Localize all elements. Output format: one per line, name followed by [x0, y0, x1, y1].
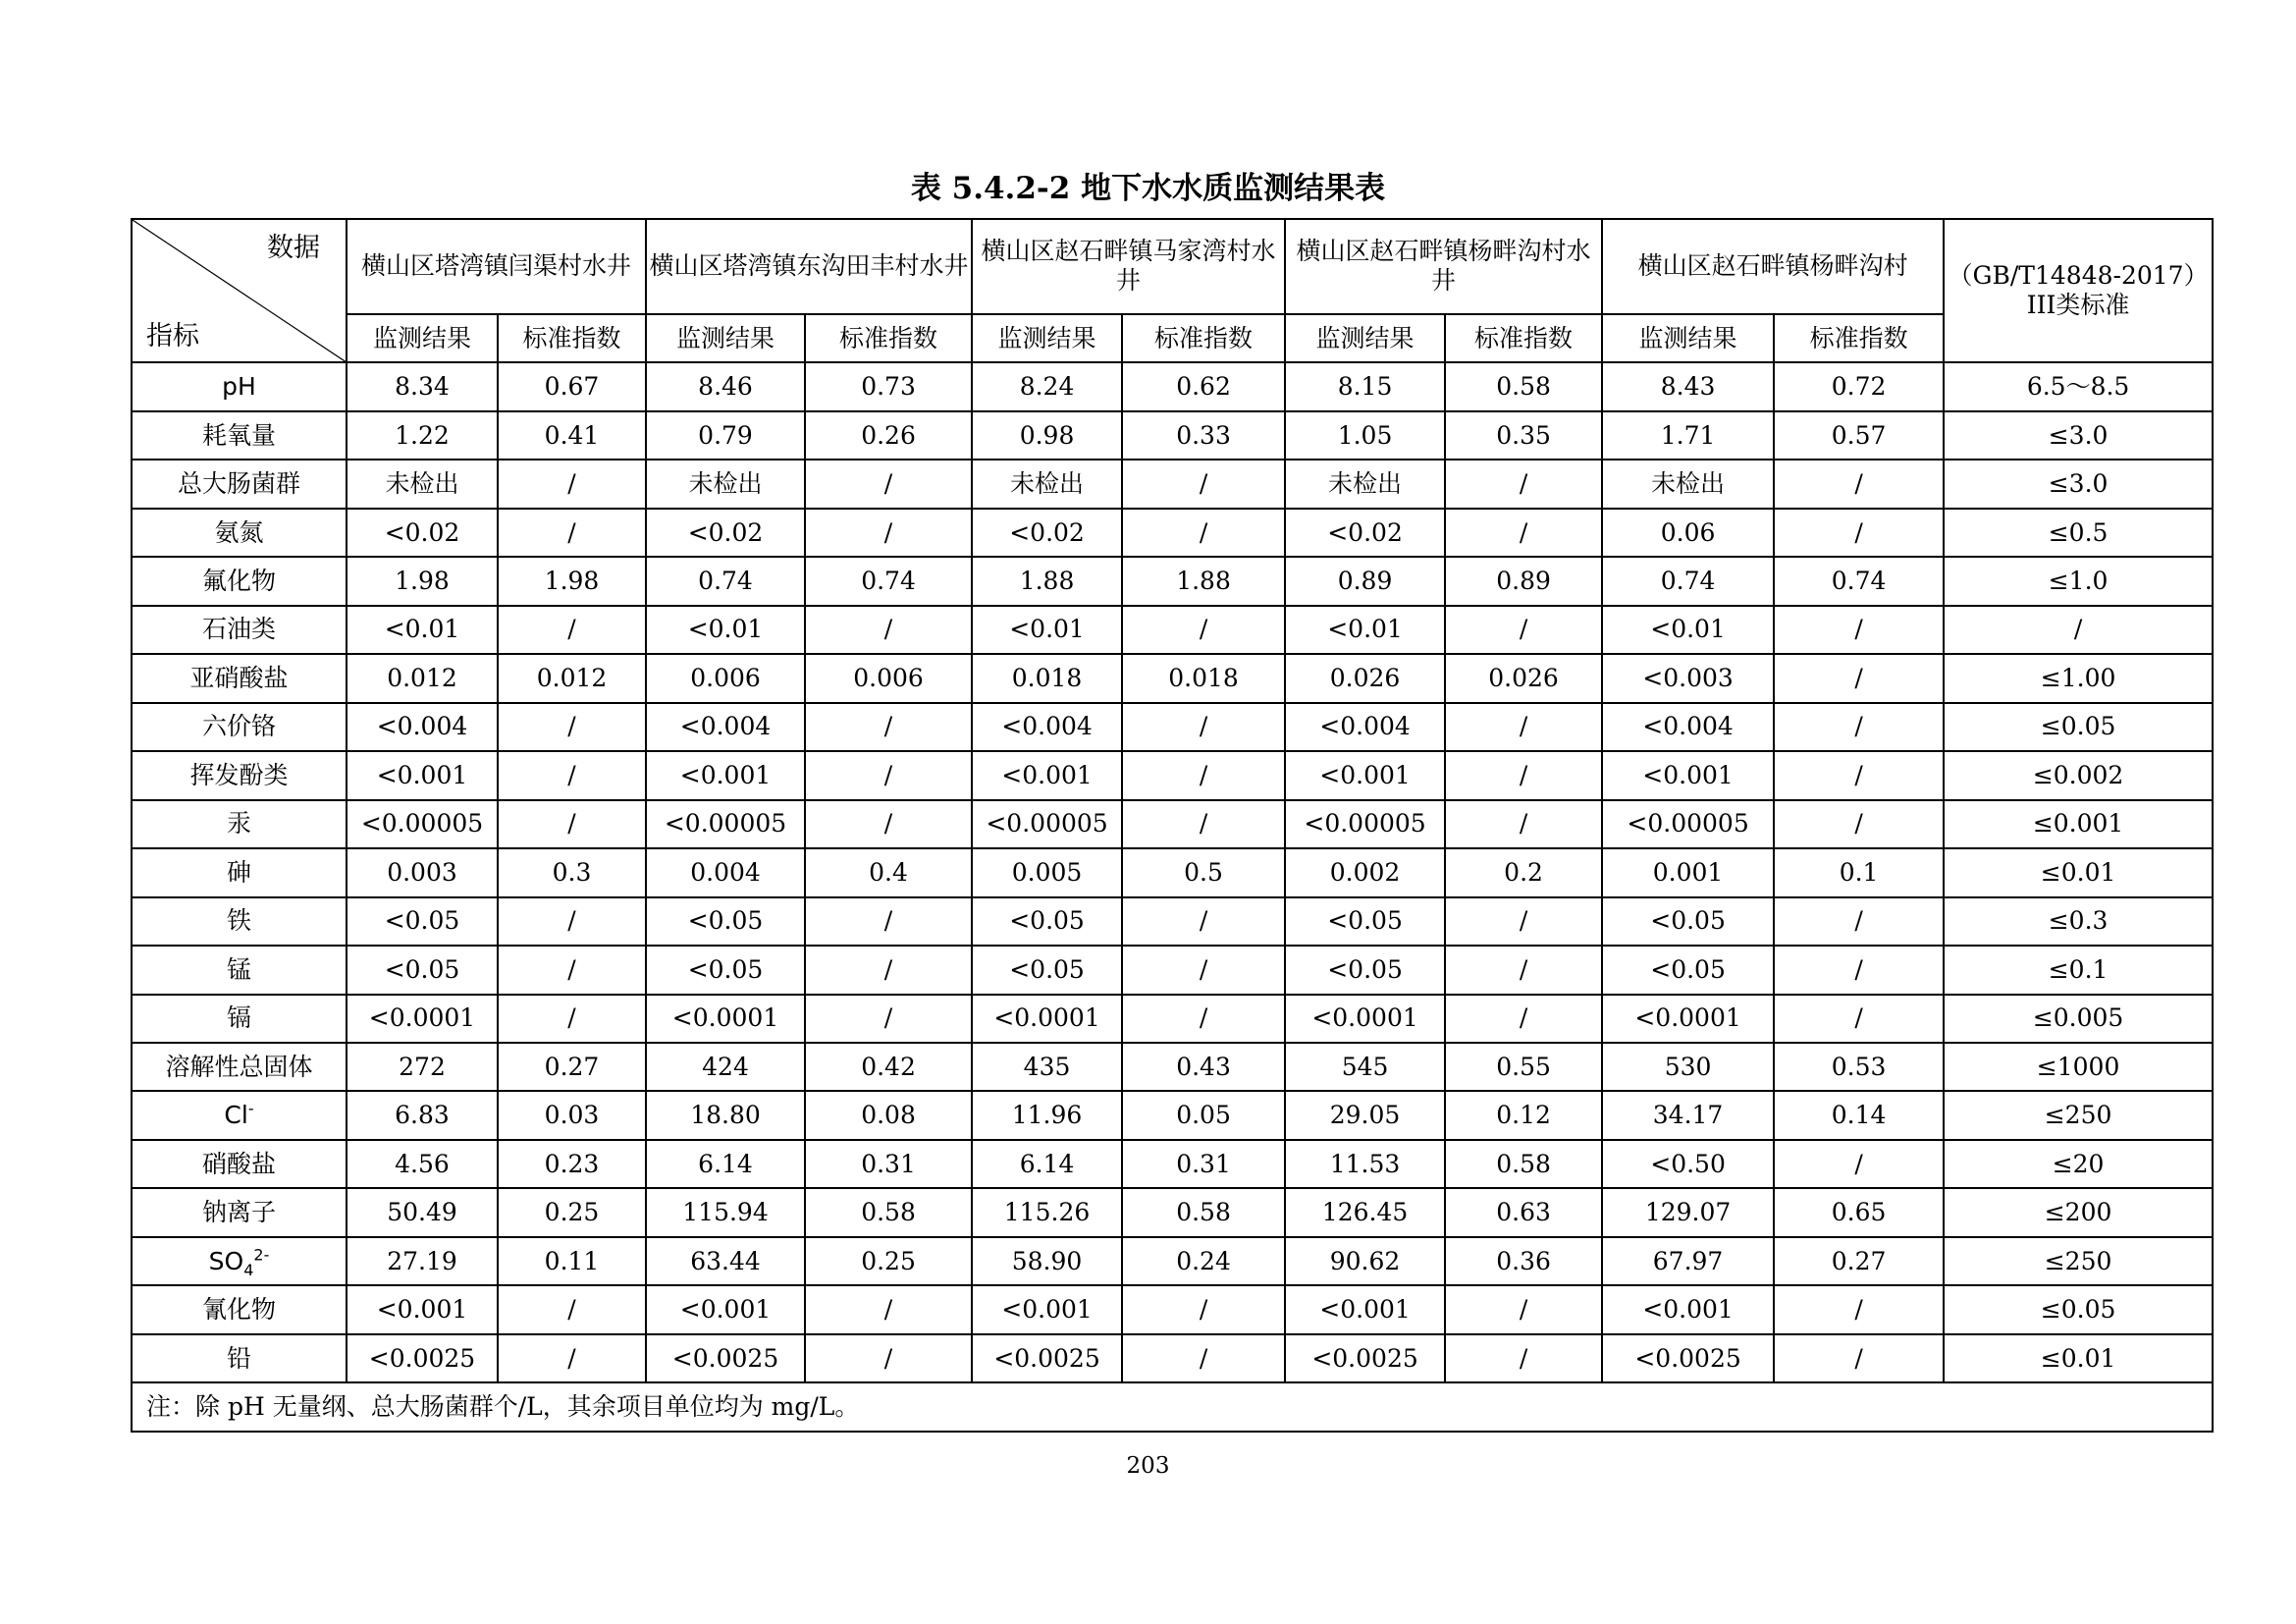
- standard-cell: ≤1.00: [1944, 654, 2213, 702]
- index-cell: /: [1445, 751, 1602, 799]
- index-cell: /: [805, 509, 972, 557]
- index-cell: 0.41: [498, 411, 646, 460]
- indicator-name: 总大肠菌群: [132, 460, 347, 508]
- index-cell: /: [1774, 606, 1944, 654]
- result-cell: <0.001: [972, 751, 1122, 799]
- result-cell: <0.001: [347, 1285, 498, 1333]
- indicator-name: $SO_4^{2-}$: [132, 1237, 347, 1285]
- result-cell: 0.005: [972, 848, 1122, 896]
- index-cell: /: [805, 995, 972, 1043]
- index-cell: /: [498, 897, 646, 946]
- result-cell: 0.74: [1602, 557, 1774, 605]
- standard-cell: 6.5～8.5: [1944, 362, 2213, 410]
- index-cell: /: [1122, 460, 1285, 508]
- site-header: 横山区塔湾镇东沟田丰村水井: [646, 219, 972, 314]
- index-cell: 0.14: [1774, 1091, 1944, 1139]
- index-cell: /: [1122, 1285, 1285, 1333]
- result-cell: 29.05: [1285, 1091, 1445, 1139]
- index-cell: 0.11: [498, 1237, 646, 1285]
- result-cell: 6.14: [646, 1140, 805, 1188]
- result-cell: 8.43: [1602, 362, 1774, 410]
- result-cell: 50.49: [347, 1188, 498, 1236]
- result-cell: 115.94: [646, 1188, 805, 1236]
- index-cell: /: [1774, 751, 1944, 799]
- indicator-name: pH: [132, 362, 347, 410]
- index-cell: /: [498, 946, 646, 994]
- result-cell: <0.001: [1285, 751, 1445, 799]
- indicator-name: 氰化物: [132, 1285, 347, 1333]
- index-cell: 0.4: [805, 848, 972, 896]
- result-subheader: 监测结果: [1602, 314, 1774, 362]
- table-row: [132, 606, 2213, 654]
- result-cell: <0.05: [347, 897, 498, 946]
- index-cell: 0.63: [1445, 1188, 1602, 1236]
- result-cell: 1.71: [1602, 411, 1774, 460]
- index-cell: /: [1122, 606, 1285, 654]
- index-cell: /: [1445, 1334, 1602, 1382]
- result-cell: <0.05: [1602, 897, 1774, 946]
- result-cell: <0.00005: [972, 800, 1122, 848]
- indicator-name: 耗氧量: [132, 411, 347, 460]
- index-cell: /: [1445, 946, 1602, 994]
- result-subheader: 监测结果: [972, 314, 1122, 362]
- index-cell: /: [1774, 1140, 1944, 1188]
- index-cell: 0.05: [1122, 1091, 1285, 1139]
- site-header: 横山区塔湾镇闫渠村水井: [347, 219, 646, 314]
- index-cell: 0.58: [1445, 1140, 1602, 1188]
- index-cell: /: [805, 751, 972, 799]
- result-cell: <0.05: [347, 946, 498, 994]
- index-cell: 0.73: [805, 362, 972, 410]
- index-cell: /: [498, 703, 646, 751]
- result-cell: <0.05: [646, 946, 805, 994]
- result-cell: <0.004: [972, 703, 1122, 751]
- index-cell: 0.72: [1774, 362, 1944, 410]
- index-cell: /: [1774, 1285, 1944, 1333]
- index-cell: /: [498, 800, 646, 848]
- index-cell: /: [498, 1285, 646, 1333]
- table-row: [132, 1334, 2213, 1382]
- index-cell: 0.74: [1774, 557, 1944, 605]
- result-cell: 1.22: [347, 411, 498, 460]
- table-title: 表 5.4.2-2 地下水水质监测结果表: [910, 171, 1386, 206]
- site-header: 横山区赵石畔镇杨畔沟村: [1602, 219, 1944, 314]
- result-cell: 67.97: [1602, 1237, 1774, 1285]
- standard-cell: ≤0.01: [1944, 1334, 2213, 1382]
- indicator-name: 氟化物: [132, 557, 347, 605]
- result-cell: <0.05: [972, 897, 1122, 946]
- table-row: [132, 654, 2213, 702]
- index-cell: /: [805, 703, 972, 751]
- indicator-name: 锰: [132, 946, 347, 994]
- result-cell: 435: [972, 1043, 1122, 1091]
- standard-cell: ≤3.0: [1944, 411, 2213, 460]
- indicator-name: 铅: [132, 1334, 347, 1382]
- index-cell: /: [805, 800, 972, 848]
- indicator-name: 溶解性总固体: [132, 1043, 347, 1091]
- index-cell: 0.31: [1122, 1140, 1285, 1188]
- result-cell: <0.001: [972, 1285, 1122, 1333]
- standard-cell: ≤1.0: [1944, 557, 2213, 605]
- index-cell: /: [1774, 800, 1944, 848]
- result-cell: 0.002: [1285, 848, 1445, 896]
- standard-cell: ≤250: [1944, 1091, 2213, 1139]
- index-cell: /: [498, 751, 646, 799]
- result-cell: 未检出: [646, 460, 805, 508]
- result-cell: 6.14: [972, 1140, 1122, 1188]
- index-cell: /: [498, 460, 646, 508]
- indicator-name: 砷: [132, 848, 347, 896]
- result-cell: <0.01: [347, 606, 498, 654]
- standard-cell: ≤0.05: [1944, 703, 2213, 751]
- index-cell: 0.12: [1445, 1091, 1602, 1139]
- indicator-name: 镉: [132, 995, 347, 1043]
- result-cell: 未检出: [1285, 460, 1445, 508]
- result-cell: <0.02: [646, 509, 805, 557]
- index-cell: 0.67: [498, 362, 646, 410]
- result-cell: 0.74: [646, 557, 805, 605]
- result-subheader: 监测结果: [1285, 314, 1445, 362]
- result-cell: 未检出: [1602, 460, 1774, 508]
- result-cell: 11.53: [1285, 1140, 1445, 1188]
- index-subheader: 标准指数: [1445, 314, 1602, 362]
- result-cell: 8.15: [1285, 362, 1445, 410]
- standard-cell: ≤1000: [1944, 1043, 2213, 1091]
- table-row: [132, 411, 2213, 460]
- index-cell: 0.026: [1445, 654, 1602, 702]
- standard-cell: ≤200: [1944, 1188, 2213, 1236]
- indicator-name: 亚硝酸盐: [132, 654, 347, 702]
- index-cell: /: [805, 897, 972, 946]
- table-row: [132, 1285, 2213, 1333]
- result-cell: 58.90: [972, 1237, 1122, 1285]
- result-cell: 0.018: [972, 654, 1122, 702]
- index-cell: 0.74: [805, 557, 972, 605]
- result-cell: <0.01: [646, 606, 805, 654]
- standard-cell: ≤0.1: [1944, 946, 2213, 994]
- index-cell: /: [1774, 703, 1944, 751]
- indicator-name: 六价铬: [132, 703, 347, 751]
- index-cell: /: [805, 606, 972, 654]
- result-cell: 0.98: [972, 411, 1122, 460]
- result-cell: <0.004: [646, 703, 805, 751]
- result-cell: 1.88: [972, 557, 1122, 605]
- index-cell: /: [1122, 800, 1285, 848]
- result-cell: <0.004: [1285, 703, 1445, 751]
- result-cell: <0.01: [972, 606, 1122, 654]
- water-quality-table: [131, 218, 2214, 1433]
- index-cell: /: [1445, 606, 1602, 654]
- result-cell: <0.00005: [347, 800, 498, 848]
- index-cell: /: [1774, 946, 1944, 994]
- result-cell: <0.00005: [1285, 800, 1445, 848]
- index-cell: 0.08: [805, 1091, 972, 1139]
- index-cell: 0.31: [805, 1140, 972, 1188]
- result-cell: <0.0001: [1602, 995, 1774, 1043]
- result-cell: 8.24: [972, 362, 1122, 410]
- index-cell: /: [1774, 509, 1944, 557]
- result-cell: 0.006: [646, 654, 805, 702]
- index-cell: /: [1122, 946, 1285, 994]
- index-cell: 0.89: [1445, 557, 1602, 605]
- index-cell: 0.23: [498, 1140, 646, 1188]
- index-cell: 0.55: [1445, 1043, 1602, 1091]
- result-cell: 545: [1285, 1043, 1445, 1091]
- index-cell: 0.65: [1774, 1188, 1944, 1236]
- index-cell: 0.25: [805, 1237, 972, 1285]
- standard-cell: ≤0.01: [1944, 848, 2213, 896]
- result-cell: 129.07: [1602, 1188, 1774, 1236]
- index-cell: /: [1122, 509, 1285, 557]
- result-cell: <0.05: [1285, 946, 1445, 994]
- index-cell: /: [1122, 1334, 1285, 1382]
- corner-label-indicator: 指标: [146, 321, 199, 352]
- result-cell: <0.50: [1602, 1140, 1774, 1188]
- result-cell: 6.83: [347, 1091, 498, 1139]
- table-row: [132, 557, 2213, 605]
- result-cell: <0.001: [1285, 1285, 1445, 1333]
- standard-cell: ≤20: [1944, 1140, 2213, 1188]
- result-cell: 126.45: [1285, 1188, 1445, 1236]
- result-cell: 8.34: [347, 362, 498, 410]
- result-cell: <0.0025: [347, 1334, 498, 1382]
- table-row: [132, 751, 2213, 799]
- result-cell: 0.026: [1285, 654, 1445, 702]
- standard-cell: ≤0.002: [1944, 751, 2213, 799]
- result-cell: 34.17: [1602, 1091, 1774, 1139]
- standard-cell: ≤0.3: [1944, 897, 2213, 946]
- result-cell: 1.98: [347, 557, 498, 605]
- result-cell: <0.001: [347, 751, 498, 799]
- result-cell: <0.05: [1602, 946, 1774, 994]
- index-cell: 0.26: [805, 411, 972, 460]
- table-row: [132, 1237, 2213, 1285]
- index-cell: 0.58: [1122, 1188, 1285, 1236]
- result-cell: 90.62: [1285, 1237, 1445, 1285]
- standard-cell: ≤0.5: [1944, 509, 2213, 557]
- index-cell: /: [805, 460, 972, 508]
- table-row: [132, 946, 2213, 994]
- indicator-name: 氨氮: [132, 509, 347, 557]
- index-cell: /: [1774, 1334, 1944, 1382]
- table-row: [132, 848, 2213, 896]
- index-cell: 0.2: [1445, 848, 1602, 896]
- corner-label-data: 数据: [267, 233, 320, 263]
- site-header: 横山区赵石畔镇杨畔沟村水井: [1285, 219, 1602, 314]
- result-cell: 未检出: [972, 460, 1122, 508]
- corner-header-cell: [132, 219, 347, 362]
- index-cell: 0.25: [498, 1188, 646, 1236]
- index-subheader: 标准指数: [1774, 314, 1944, 362]
- table-row: [132, 995, 2213, 1043]
- table-row: [132, 800, 2213, 848]
- index-cell: 0.43: [1122, 1043, 1285, 1091]
- index-cell: /: [1445, 800, 1602, 848]
- index-cell: 0.012: [498, 654, 646, 702]
- table-row: [132, 897, 2213, 946]
- result-cell: 272: [347, 1043, 498, 1091]
- result-cell: <0.05: [1285, 897, 1445, 946]
- index-cell: /: [1774, 995, 1944, 1043]
- table-row: [132, 460, 2213, 508]
- result-cell: 0.89: [1285, 557, 1445, 605]
- result-cell: 未检出: [347, 460, 498, 508]
- result-cell: 27.19: [347, 1237, 498, 1285]
- result-cell: 0.012: [347, 654, 498, 702]
- table-row: [132, 509, 2213, 557]
- standard-cell: ≤0.005: [1944, 995, 2213, 1043]
- result-cell: 11.96: [972, 1091, 1122, 1139]
- index-cell: 0.27: [498, 1043, 646, 1091]
- index-cell: 0.42: [805, 1043, 972, 1091]
- result-subheader: 监测结果: [646, 314, 805, 362]
- result-cell: <0.02: [972, 509, 1122, 557]
- index-cell: /: [498, 995, 646, 1043]
- table-row: [132, 703, 2213, 751]
- index-cell: /: [498, 1334, 646, 1382]
- result-cell: 530: [1602, 1043, 1774, 1091]
- result-cell: 8.46: [646, 362, 805, 410]
- index-cell: 0.5: [1122, 848, 1285, 896]
- index-cell: /: [498, 606, 646, 654]
- result-cell: <0.003: [1602, 654, 1774, 702]
- index-cell: /: [1774, 654, 1944, 702]
- page-number: 203: [1126, 1453, 1170, 1479]
- indicator-name: 硝酸盐: [132, 1140, 347, 1188]
- result-cell: 0.001: [1602, 848, 1774, 896]
- result-cell: 0.06: [1602, 509, 1774, 557]
- result-cell: <0.0001: [1285, 995, 1445, 1043]
- standard-cell: ≤250: [1944, 1237, 2213, 1285]
- index-cell: 0.33: [1122, 411, 1285, 460]
- index-cell: 0.24: [1122, 1237, 1285, 1285]
- index-subheader: 标准指数: [498, 314, 646, 362]
- index-cell: /: [1445, 897, 1602, 946]
- result-cell: <0.02: [347, 509, 498, 557]
- index-cell: 0.53: [1774, 1043, 1944, 1091]
- index-cell: /: [1122, 897, 1285, 946]
- table-row: [132, 362, 2213, 410]
- result-cell: 424: [646, 1043, 805, 1091]
- result-cell: <0.05: [972, 946, 1122, 994]
- indicator-name: 汞: [132, 800, 347, 848]
- result-cell: 115.26: [972, 1188, 1122, 1236]
- index-cell: 0.58: [1445, 362, 1602, 410]
- table-row: [132, 1043, 2213, 1091]
- index-cell: /: [1445, 995, 1602, 1043]
- result-cell: 18.80: [646, 1091, 805, 1139]
- index-cell: 1.98: [498, 557, 646, 605]
- indicator-name: 钠离子: [132, 1188, 347, 1236]
- result-cell: <0.001: [1602, 751, 1774, 799]
- index-subheader: 标准指数: [805, 314, 972, 362]
- index-cell: 0.006: [805, 654, 972, 702]
- index-cell: 0.03: [498, 1091, 646, 1139]
- index-cell: 0.1: [1774, 848, 1944, 896]
- index-cell: /: [1445, 1285, 1602, 1333]
- result-cell: <0.00005: [646, 800, 805, 848]
- indicator-name: 石油类: [132, 606, 347, 654]
- result-cell: <0.05: [646, 897, 805, 946]
- index-cell: /: [1445, 509, 1602, 557]
- result-cell: <0.0001: [646, 995, 805, 1043]
- index-cell: /: [1774, 460, 1944, 508]
- index-cell: /: [805, 1334, 972, 1382]
- result-cell: 63.44: [646, 1237, 805, 1285]
- result-cell: <0.0025: [646, 1334, 805, 1382]
- index-cell: /: [805, 1285, 972, 1333]
- indicator-name: 铁: [132, 897, 347, 946]
- index-cell: /: [1774, 897, 1944, 946]
- standard-cell: ≤0.05: [1944, 1285, 2213, 1333]
- index-cell: 0.35: [1445, 411, 1602, 460]
- index-cell: /: [1445, 460, 1602, 508]
- index-cell: 0.36: [1445, 1237, 1602, 1285]
- index-cell: /: [498, 509, 646, 557]
- indicator-name: Cl-: [132, 1091, 347, 1139]
- site-header: 横山区赵石畔镇马家湾村水井: [972, 219, 1285, 314]
- result-cell: 0.79: [646, 411, 805, 460]
- index-cell: /: [1122, 703, 1285, 751]
- result-subheader: 监测结果: [347, 314, 498, 362]
- table-row: [132, 1091, 2213, 1139]
- result-cell: <0.01: [1602, 606, 1774, 654]
- index-cell: /: [1445, 703, 1602, 751]
- index-cell: 0.58: [805, 1188, 972, 1236]
- index-cell: 1.88: [1122, 557, 1285, 605]
- indicator-name: 挥发酚类: [132, 751, 347, 799]
- standard-cell: ≤0.001: [1944, 800, 2213, 848]
- table-note: 注：除 pH 无量纲、总大肠菌群个/L，其余项目单位均为 mg/L。: [132, 1382, 2213, 1432]
- result-cell: 4.56: [347, 1140, 498, 1188]
- index-subheader: 标准指数: [1122, 314, 1285, 362]
- result-cell: 0.004: [646, 848, 805, 896]
- result-cell: <0.004: [1602, 703, 1774, 751]
- standard-header: （GB/T14848-2017）III类标准: [1944, 219, 2213, 362]
- index-cell: 0.57: [1774, 411, 1944, 460]
- index-cell: 0.62: [1122, 362, 1285, 410]
- result-cell: <0.0001: [972, 995, 1122, 1043]
- standard-cell: /: [1944, 606, 2213, 654]
- table-row: [132, 1140, 2213, 1188]
- index-cell: 0.27: [1774, 1237, 1944, 1285]
- index-cell: /: [1122, 995, 1285, 1043]
- index-cell: /: [1122, 751, 1285, 799]
- result-cell: 0.003: [347, 848, 498, 896]
- result-cell: <0.00005: [1602, 800, 1774, 848]
- standard-cell: ≤3.0: [1944, 460, 2213, 508]
- result-cell: <0.0025: [1285, 1334, 1445, 1382]
- result-cell: <0.004: [347, 703, 498, 751]
- result-cell: <0.001: [646, 1285, 805, 1333]
- result-cell: <0.0025: [1602, 1334, 1774, 1382]
- index-cell: 0.3: [498, 848, 646, 896]
- result-cell: <0.01: [1285, 606, 1445, 654]
- result-cell: 1.05: [1285, 411, 1445, 460]
- result-cell: <0.0001: [347, 995, 498, 1043]
- table-row: [132, 1188, 2213, 1236]
- result-cell: <0.001: [1602, 1285, 1774, 1333]
- index-cell: 0.018: [1122, 654, 1285, 702]
- index-cell: /: [805, 946, 972, 994]
- result-cell: <0.02: [1285, 509, 1445, 557]
- result-cell: <0.001: [646, 751, 805, 799]
- result-cell: <0.0025: [972, 1334, 1122, 1382]
